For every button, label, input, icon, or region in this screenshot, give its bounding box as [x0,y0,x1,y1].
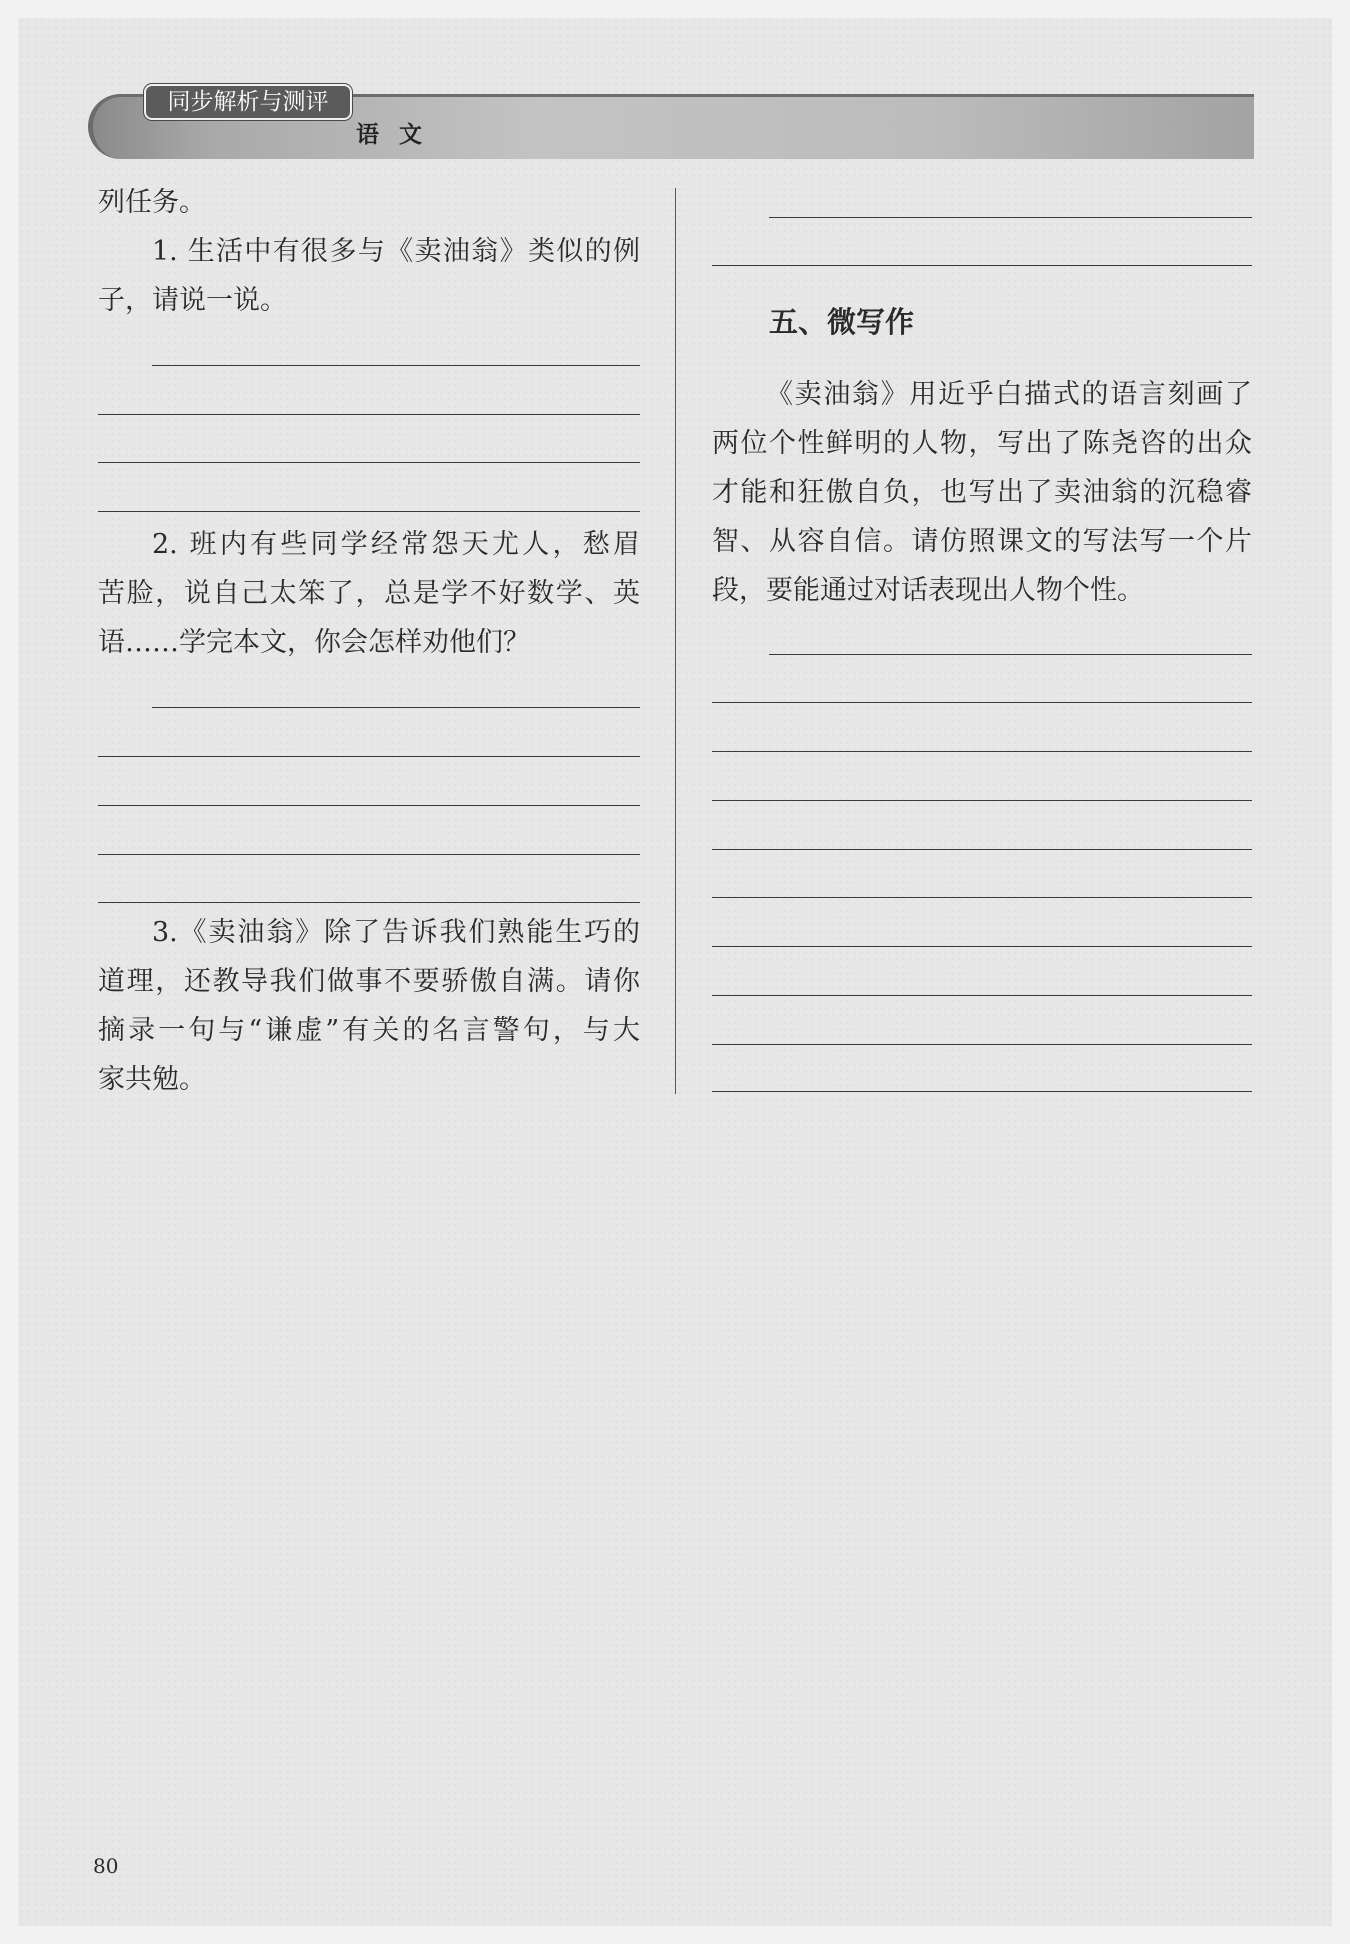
series-title-badge: 同步解析与测评 [144,84,352,120]
question-line: 3.《卖油翁》除了告诉我们熟能生巧的 [152,917,640,948]
answer-line [712,800,1252,801]
answer-line [98,414,640,415]
question-1 [98,227,640,325]
question-line: 2. 班内有些同学经常怨天尤人，愁眉 [152,529,640,560]
answer-line [712,1044,1252,1045]
answer-line [98,511,640,512]
subject-label: 语 文 [356,122,429,148]
question-3 [98,908,640,1104]
prompt-line: 智、从容自信。请仿照课文的写法写一个片 [712,526,1252,557]
answer-line [712,946,1252,947]
answer-line [712,849,1252,850]
answer-line [712,751,1252,752]
answer-line [98,756,640,757]
question-line: 家共勉。 [98,1064,206,1095]
answer-line [712,1091,1252,1092]
section-title: 五、微写作 [769,305,915,339]
answer-line [712,897,1252,898]
answer-line [98,805,640,806]
question-line: 语……学完本文，你会怎样劝他们？ [98,627,530,658]
question-line: 摘录一句与“谦虚”有关的名言警句，与大 [98,1015,640,1046]
answer-line [98,854,640,855]
answer-line [769,217,1252,218]
answer-line [152,365,640,366]
column-divider [675,188,676,1094]
page-number: 80 [93,1854,119,1878]
writing-prompt [712,370,1252,615]
question-line: 1. 生活中有很多与《卖油翁》类似的例 [152,236,640,267]
answer-line [712,702,1252,703]
prompt-line: 《卖油翁》用近乎白描式的语言刻画了 [766,379,1252,410]
answer-line [152,707,640,708]
answer-line [712,995,1252,996]
question-line: 道理，还教导我们做事不要骄傲自满。请你 [98,966,640,997]
answer-line [98,462,640,463]
prompt-line: 段，要能通过对话表现出人物个性。 [712,575,1144,606]
continuation-text: 列任务。 [98,187,206,218]
question-2 [98,520,640,667]
prompt-line: 才能和狂傲自负，也写出了卖油翁的沉稳睿 [712,477,1252,508]
answer-line [712,265,1252,266]
question-line: 子，请说一说。 [98,285,287,316]
answer-line [769,654,1252,655]
prompt-line: 两位个性鲜明的人物，写出了陈尧咨的出众 [712,428,1252,459]
answer-line [98,902,640,903]
question-line: 苦脸，说自己太笨了，总是学不好数学、英 [98,578,640,609]
